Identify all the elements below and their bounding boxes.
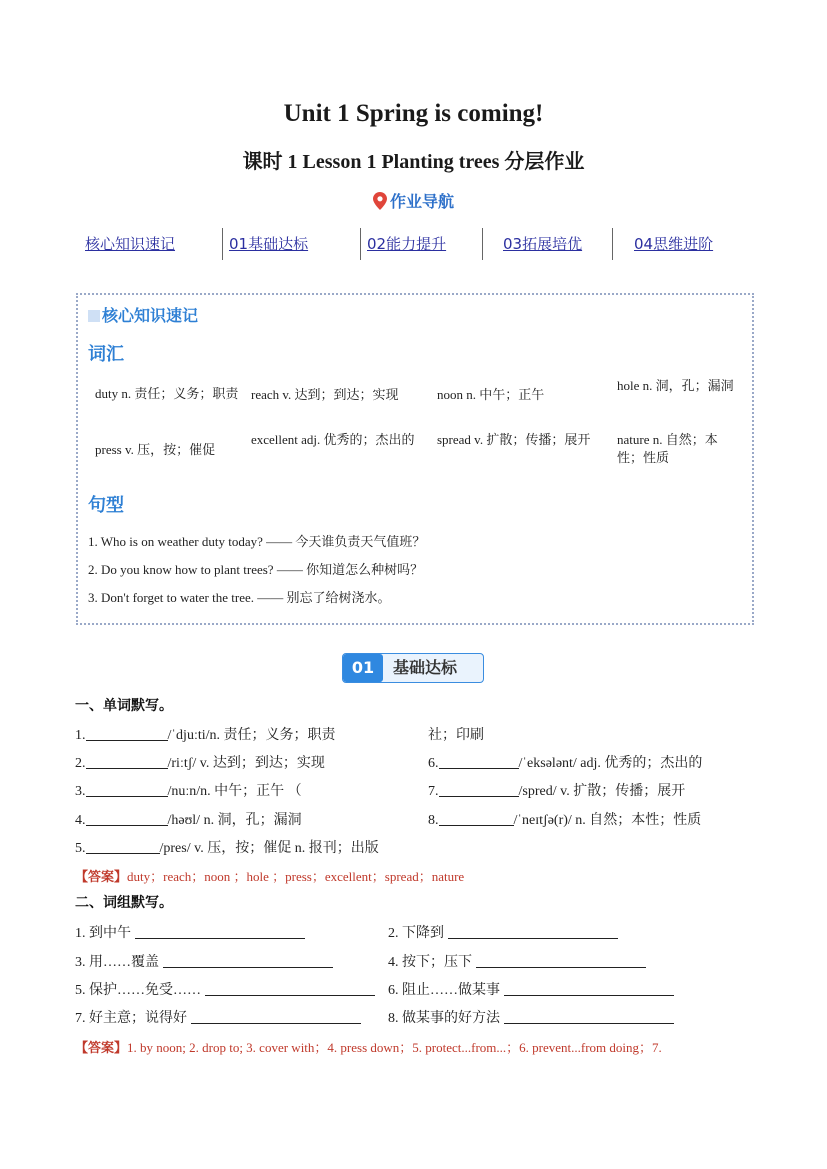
part2-answer xyxy=(75,1037,755,1056)
phrase-item: 1. 到中午 xyxy=(75,922,305,942)
page-title: Unit 1 Spring is coming! xyxy=(283,100,544,127)
answer-blank[interactable] xyxy=(163,953,333,968)
sentence-heading: 句型 xyxy=(88,495,124,516)
vocab-item: noon n. 中午；正午 xyxy=(437,387,545,402)
phrase-item: 8. 做某事的好方法 xyxy=(388,1007,674,1027)
answer-text: 1. by noon; 2. drop to; 3. cover with；4. press down；5. protect...from...；6. prevent...from doing；7. xyxy=(127,1040,662,1055)
nav-divider xyxy=(482,228,483,260)
word-item: 8. /ˈneɪtʃə(r)/ n. 自然；本性；性质 xyxy=(428,813,702,828)
answer-blank[interactable] xyxy=(86,754,168,769)
word-item: 3. /nuːn/n. 中午；正午 （ xyxy=(75,784,302,799)
nav-link-04[interactable]: 04思维进阶 xyxy=(634,235,714,253)
answer-blank[interactable] xyxy=(86,726,168,741)
vocab-item: duty n. 责任；义务；职责 xyxy=(95,386,239,401)
vocab-item: press v. 压，按；催促 xyxy=(95,442,216,457)
heading-marker-icon xyxy=(88,310,100,322)
part1-title: 一、单词默写。 xyxy=(75,698,173,714)
answer-blank[interactable] xyxy=(448,924,618,939)
answer-blank[interactable] xyxy=(439,782,519,797)
answer-blank[interactable] xyxy=(504,1009,674,1024)
phrase-item: 2. 下降到 xyxy=(388,922,618,942)
nav-link-02[interactable]: 02能力提升 xyxy=(367,235,447,253)
nav-divider xyxy=(612,228,613,260)
nav-heading xyxy=(0,189,827,214)
phrase-item: 3. 用……覆盖 xyxy=(75,951,333,971)
phrase-item: 5. 保护……免受…… xyxy=(75,979,375,999)
answer-blank[interactable] xyxy=(476,953,646,968)
word-item: 5. /pres/ v. 压，按；催促 n. 报刊；出版 xyxy=(75,841,379,856)
phrase-item: 4. 按下；压下 xyxy=(388,951,646,971)
sentence-item: 1. Who is on weather duty today? —— 今天谁负责天气值班？ xyxy=(88,534,426,549)
vocab-item: hole n. 洞，孔；漏洞 xyxy=(617,378,734,393)
nav-link-core-knowledge[interactable]: 核心知识速记 xyxy=(85,235,176,253)
answer-blank[interactable] xyxy=(205,981,375,996)
nav-link-01[interactable]: 01基础达标 xyxy=(229,235,309,253)
answer-tag: 【答案】 xyxy=(75,870,128,885)
vocab-item: excellent adj. 优秀的；杰出的 xyxy=(251,432,415,447)
section-number: 01 xyxy=(343,654,383,682)
vocab-heading: 词汇 xyxy=(88,344,124,365)
answer-tag: 【答案】 xyxy=(75,1041,128,1056)
location-pin-icon xyxy=(373,192,387,214)
answer-blank[interactable] xyxy=(135,924,305,939)
nav-divider xyxy=(360,228,361,260)
part2-title: 二、词组默写。 xyxy=(75,895,173,911)
answer-blank[interactable] xyxy=(504,981,674,996)
nav-divider xyxy=(222,228,223,260)
answer-blank[interactable] xyxy=(191,1009,361,1024)
sentence-item: 2. Do you know how to plant trees? —— 你知道怎么种树吗？ xyxy=(88,562,424,577)
word-item: 6. /ˈeksələnt/ adj. 优秀的；杰出的 xyxy=(428,756,703,771)
nav-heading-text: 作业导航 xyxy=(389,192,454,211)
answer-blank[interactable] xyxy=(439,811,514,826)
sentence-item: 3. Don't forget to water the tree. —— 别忘了给树浇水。 xyxy=(88,590,391,605)
section-label: 基础达标 xyxy=(393,658,458,677)
section-badge xyxy=(342,653,484,683)
answer-blank[interactable] xyxy=(439,754,519,769)
word-item: 4. /həʊl/ n. 洞，孔；漏洞 xyxy=(75,813,302,828)
part1-answer xyxy=(75,866,464,885)
page-subtitle: 课时 1 Lesson 1 Planting trees 分层作业 xyxy=(242,151,585,173)
vocab-item: spread v. 扩散；传播；展开 xyxy=(437,432,591,447)
answer-text: duty；reach；noon ；hole ；press；excellent；spread；nature xyxy=(127,869,465,884)
word-item: 1. /ˈdjuːti/n. 责任；义务；职责 xyxy=(75,728,336,743)
word-item-continued: 社；印刷 xyxy=(428,728,484,743)
word-item: 2. /riːtʃ/ v. 达到；到达；实现 xyxy=(75,756,325,771)
nav-link-03[interactable]: 03拓展培优 xyxy=(503,235,583,253)
vocab-item: reach v. 达到；到达；实现 xyxy=(251,387,399,402)
phrase-item: 6. 阻止……做某事 xyxy=(388,979,674,999)
answer-blank[interactable] xyxy=(86,782,168,797)
vocab-item: nature n. 自然；本性；性质 xyxy=(617,432,718,465)
word-item: 7. /spred/ v. 扩散；传播；展开 xyxy=(428,784,686,799)
answer-blank[interactable] xyxy=(86,839,160,854)
phrase-item: 7. 好主意；说得好 xyxy=(75,1007,361,1027)
knowledge-heading: 核心知识速记 xyxy=(88,303,198,326)
answer-blank[interactable] xyxy=(86,811,168,826)
